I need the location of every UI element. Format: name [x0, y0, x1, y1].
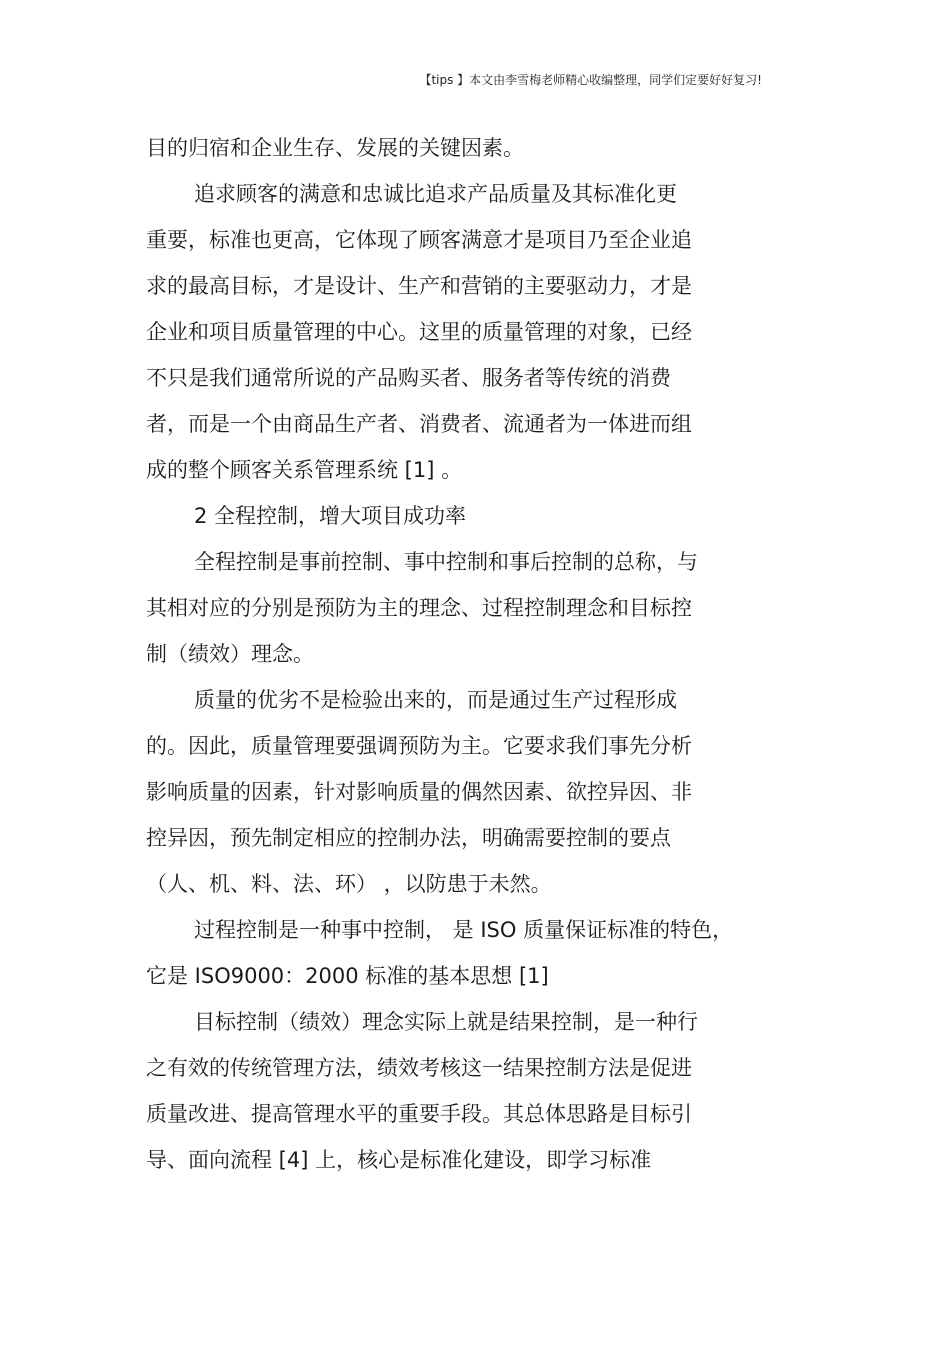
text-line: 其相对应的分别是预防为主的理念、过程控制理念和目标控 [146, 596, 692, 620]
text-line: 追求顾客的满意和忠诚比追求产品质量及其标准化更 [194, 182, 677, 206]
text-line: 不只是我们通常所说的产品购买者、服务者等传统的消费 [146, 366, 671, 390]
text-line: 制（绩效）理念。 [146, 642, 314, 666]
text-line: 者，而是一个由商品生产者、消费者、流通者为一体进而组 [146, 412, 692, 436]
text-line: 全程控制是事前控制、事中控制和事后控制的总称，与 [194, 550, 698, 574]
text-line: 重要，标准也更高，它体现了顾客满意才是项目乃至企业追 [146, 228, 692, 252]
document-body [146, 125, 786, 1183]
text-line: 成的整个顾客关系管理系统 [1] 。 [146, 458, 463, 482]
text-line: 之有效的传统管理方法，绩效考核这一结果控制方法是促进 [146, 1056, 692, 1080]
text-line: 过程控制是一种事中控制， 是 ISO 质量保证标准的特色， [194, 918, 734, 942]
text-line: 控异因，预先制定相应的控制办法，明确需要控制的要点 [146, 826, 671, 850]
text-line: 的。因此，质量管理要强调预防为主。它要求我们事先分析 [146, 734, 692, 758]
text-line: 目的归宿和企业生存、发展的关键因素。 [146, 136, 524, 160]
text-line: 它是 ISO9000：2000 标准的基本思想 [1] [146, 964, 549, 988]
text-line: 求的最高目标，才是设计、生产和营销的主要驱动力，才是 [146, 274, 692, 298]
text-line: 质量改进、提高管理水平的重要手段。其总体思路是目标引 [146, 1102, 692, 1126]
text-line: （人、机、料、法、环） ，以防患于未然。 [146, 872, 552, 896]
text-line: 影响质量的因素，针对影响质量的偶然因素、欲控异因、非 [146, 780, 692, 804]
text-line: 质量的优劣不是检验出来的，而是通过生产过程形成 [194, 688, 677, 712]
text-line: 导、面向流程 [4] 上，核心是标准化建设，即学习标准 [146, 1148, 652, 1172]
text-line: 目标控制（绩效）理念实际上就是结果控制，是一种行 [194, 1010, 698, 1034]
header-tip: 【tips 】本文由李雪梅老师精心收编整理，同学们定要好好复习! [419, 73, 762, 87]
text-line: 企业和项目质量管理的中心。这里的质量管理的对象，已经 [146, 320, 692, 344]
text-line: 2 全程控制，增大项目成功率 [194, 504, 467, 528]
